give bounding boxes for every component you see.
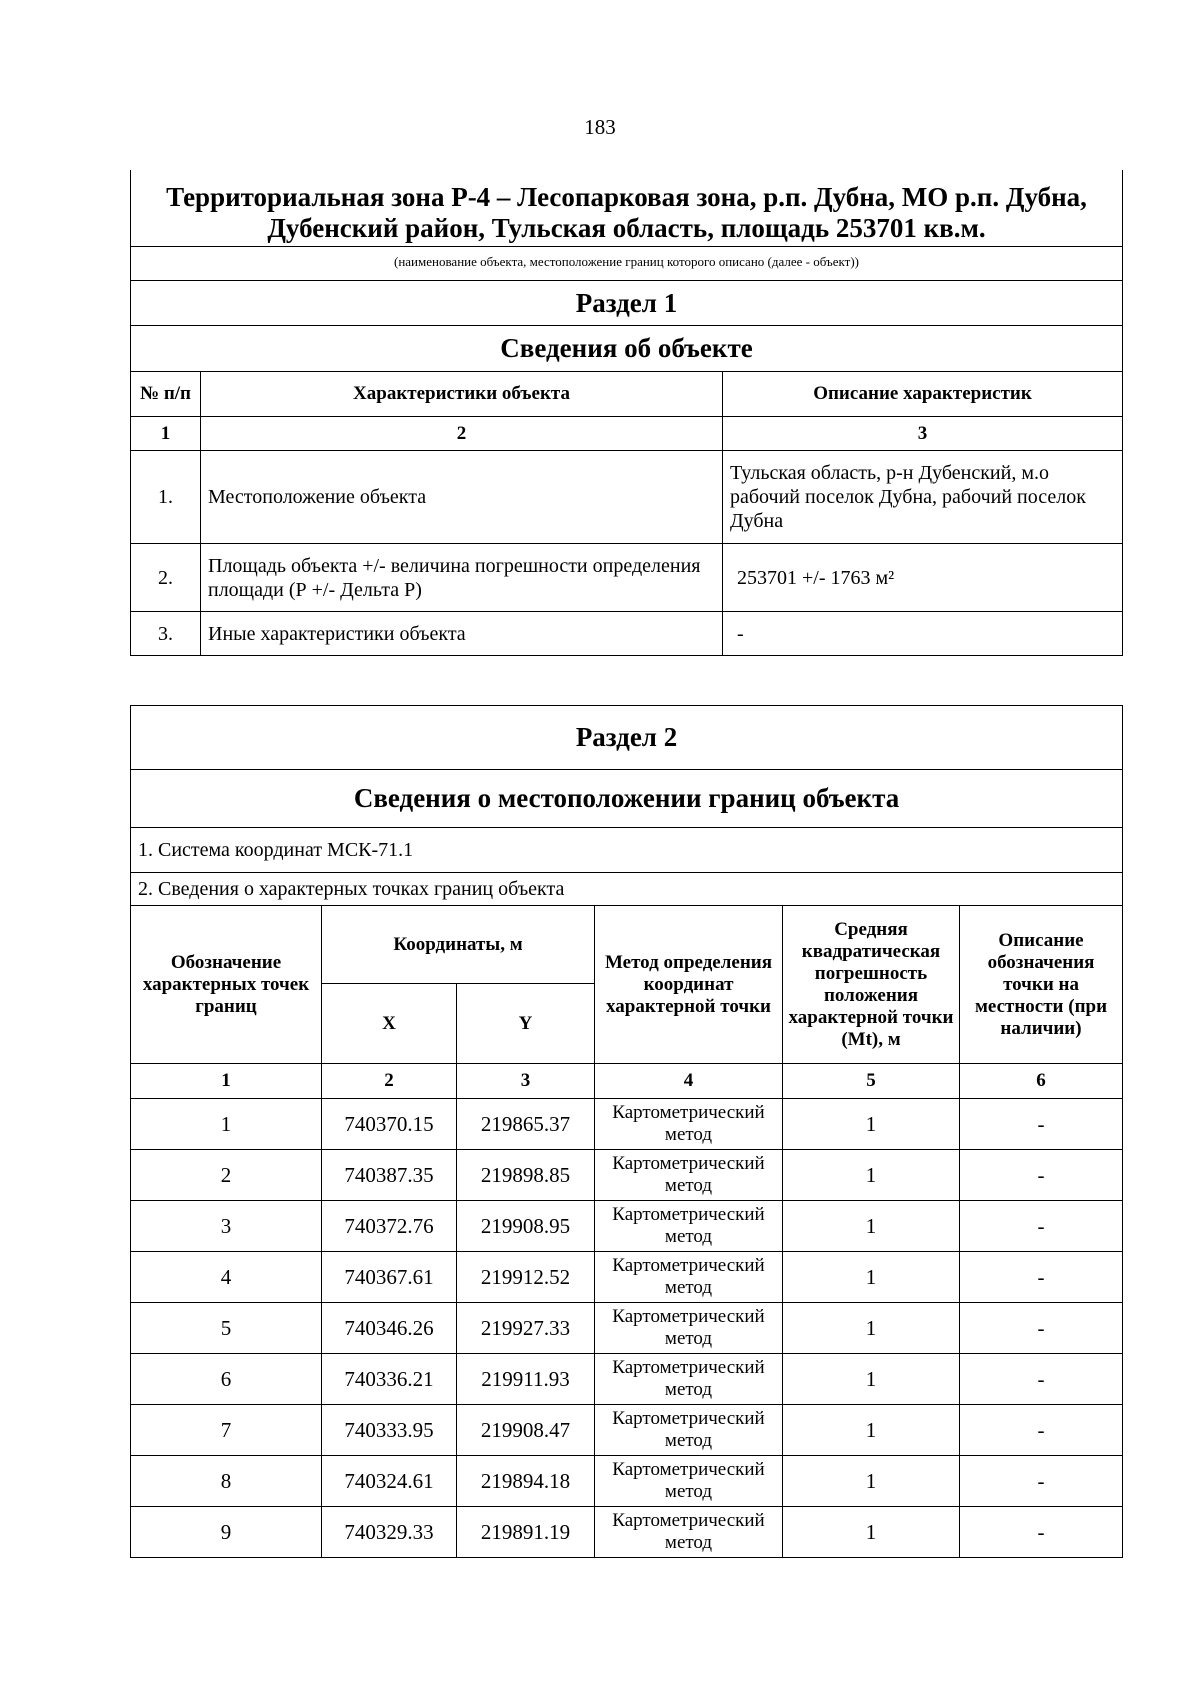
point-id: 1 xyxy=(131,1099,322,1150)
col-number: 2 xyxy=(201,417,723,451)
point-x: 740333.95 xyxy=(322,1405,457,1456)
zone-title: Территориальная зона Р-4 – Лесопарковая зона, р.п. Дубна, МО р.п. Дубна, Дубенский район, Тульская область, площадь 253701 кв.м. xyxy=(131,170,1123,247)
table-row xyxy=(131,1354,1123,1405)
point-y: 219908.95 xyxy=(457,1201,595,1252)
col-number: 2 xyxy=(322,1064,457,1099)
point-y: 219898.85 xyxy=(457,1150,595,1201)
table-row xyxy=(131,1507,1123,1558)
point-method: Картометрический метод xyxy=(595,1303,783,1354)
point-description: - xyxy=(960,1201,1123,1252)
point-description: - xyxy=(960,1099,1123,1150)
point-error: 1 xyxy=(783,1150,960,1201)
section1-title: Раздел 1 xyxy=(131,281,1123,326)
row-number: 3. xyxy=(131,612,201,656)
table-row xyxy=(131,1099,1123,1150)
point-description: - xyxy=(960,1405,1123,1456)
col-header-description: Описание характеристик xyxy=(723,372,1123,417)
table-row xyxy=(131,1201,1123,1252)
point-method: Картометрический метод xyxy=(595,1252,783,1303)
header-error: Средняя квадратическая погрешность положения характерной точки (Mt), м xyxy=(783,906,960,1064)
point-method: Картометрический метод xyxy=(595,1405,783,1456)
point-id: 8 xyxy=(131,1456,322,1507)
point-method: Картометрический метод xyxy=(595,1150,783,1201)
point-description: - xyxy=(960,1354,1123,1405)
point-id: 6 xyxy=(131,1354,322,1405)
point-description: - xyxy=(960,1456,1123,1507)
point-method: Картометрический метод xyxy=(595,1201,783,1252)
table-row xyxy=(131,544,1123,612)
col-number: 4 xyxy=(595,1064,783,1099)
point-description: - xyxy=(960,1303,1123,1354)
col-number: 1 xyxy=(131,417,201,451)
header-x: X xyxy=(322,984,457,1064)
row-value: 253701 +/- 1763 м² xyxy=(723,544,1123,612)
header-coordinates: Координаты, м xyxy=(322,906,595,984)
page-number: 183 xyxy=(584,115,616,139)
point-x: 740346.26 xyxy=(322,1303,457,1354)
header-method: Метод определения координат характерной точки xyxy=(595,906,783,1064)
point-x: 740324.61 xyxy=(322,1456,457,1507)
section2-subtitle: Сведения о местоположении границ объекта xyxy=(131,770,1123,828)
row-number: 1. xyxy=(131,451,201,544)
header-description: Описание обозначения точки на местности (при наличии) xyxy=(960,906,1123,1064)
row-name: Иные характеристики объекта xyxy=(201,612,723,656)
point-x: 740372.76 xyxy=(322,1201,457,1252)
point-y: 219927.33 xyxy=(457,1303,595,1354)
point-error: 1 xyxy=(783,1252,960,1303)
col-number: 5 xyxy=(783,1064,960,1099)
point-id: 3 xyxy=(131,1201,322,1252)
table-row xyxy=(131,1456,1123,1507)
object-info-table xyxy=(130,170,1123,656)
point-y: 219891.19 xyxy=(457,1507,595,1558)
point-id: 2 xyxy=(131,1150,322,1201)
table-row xyxy=(131,451,1123,544)
point-error: 1 xyxy=(783,1354,960,1405)
point-x: 740336.21 xyxy=(322,1354,457,1405)
point-description: - xyxy=(960,1150,1123,1201)
col-header-characteristics: Характеристики объекта xyxy=(201,372,723,417)
point-y: 219908.47 xyxy=(457,1405,595,1456)
point-x: 740329.33 xyxy=(322,1507,457,1558)
point-error: 1 xyxy=(783,1456,960,1507)
points-caption: 2. Сведения о характерных точках границ объекта xyxy=(131,873,1123,906)
point-x: 740387.35 xyxy=(322,1150,457,1201)
object-note: (наименование объекта, местоположение границ которого описано (далее - объект)) xyxy=(131,247,1123,281)
section1-subtitle: Сведения об объекте xyxy=(131,326,1123,372)
point-y: 219911.93 xyxy=(457,1354,595,1405)
point-y: 219894.18 xyxy=(457,1456,595,1507)
point-description: - xyxy=(960,1507,1123,1558)
point-y: 219912.52 xyxy=(457,1252,595,1303)
point-error: 1 xyxy=(783,1099,960,1150)
point-error: 1 xyxy=(783,1303,960,1354)
col-number: 3 xyxy=(457,1064,595,1099)
row-name: Площадь объекта +/- величина погрешности определения площади (Р +/- Дельта Р) xyxy=(201,544,723,612)
col-header-number: № п/п xyxy=(131,372,201,417)
table-row xyxy=(131,1303,1123,1354)
point-id: 5 xyxy=(131,1303,322,1354)
coordinate-system: 1. Система координат МСК-71.1 xyxy=(131,828,1123,873)
point-error: 1 xyxy=(783,1405,960,1456)
row-value: Тульская область, р-н Дубенский, м.о рабочий поселок Дубна, рабочий поселок Дубна xyxy=(723,451,1123,544)
point-x: 740367.61 xyxy=(322,1252,457,1303)
col-number: 1 xyxy=(131,1064,322,1099)
point-method: Картометрический метод xyxy=(595,1099,783,1150)
point-method: Картометрический метод xyxy=(595,1354,783,1405)
header-designation: Обозначение характерных точек границ xyxy=(131,906,322,1064)
point-error: 1 xyxy=(783,1507,960,1558)
point-description: - xyxy=(960,1252,1123,1303)
section2-title: Раздел 2 xyxy=(131,706,1123,770)
boundary-points-table xyxy=(130,705,1123,1558)
table-row xyxy=(131,1405,1123,1456)
point-method: Картометрический метод xyxy=(595,1507,783,1558)
col-number: 3 xyxy=(723,417,1123,451)
table-row xyxy=(131,612,1123,656)
header-y: Y xyxy=(457,984,595,1064)
point-method: Картометрический метод xyxy=(595,1456,783,1507)
point-error: 1 xyxy=(783,1201,960,1252)
row-value: - xyxy=(723,612,1123,656)
col-number: 6 xyxy=(960,1064,1123,1099)
table-row xyxy=(131,1252,1123,1303)
row-number: 2. xyxy=(131,544,201,612)
point-id: 7 xyxy=(131,1405,322,1456)
point-id: 4 xyxy=(131,1252,322,1303)
point-y: 219865.37 xyxy=(457,1099,595,1150)
point-x: 740370.15 xyxy=(322,1099,457,1150)
table-row xyxy=(131,1150,1123,1201)
row-name: Местоположение объекта xyxy=(201,451,723,544)
point-id: 9 xyxy=(131,1507,322,1558)
